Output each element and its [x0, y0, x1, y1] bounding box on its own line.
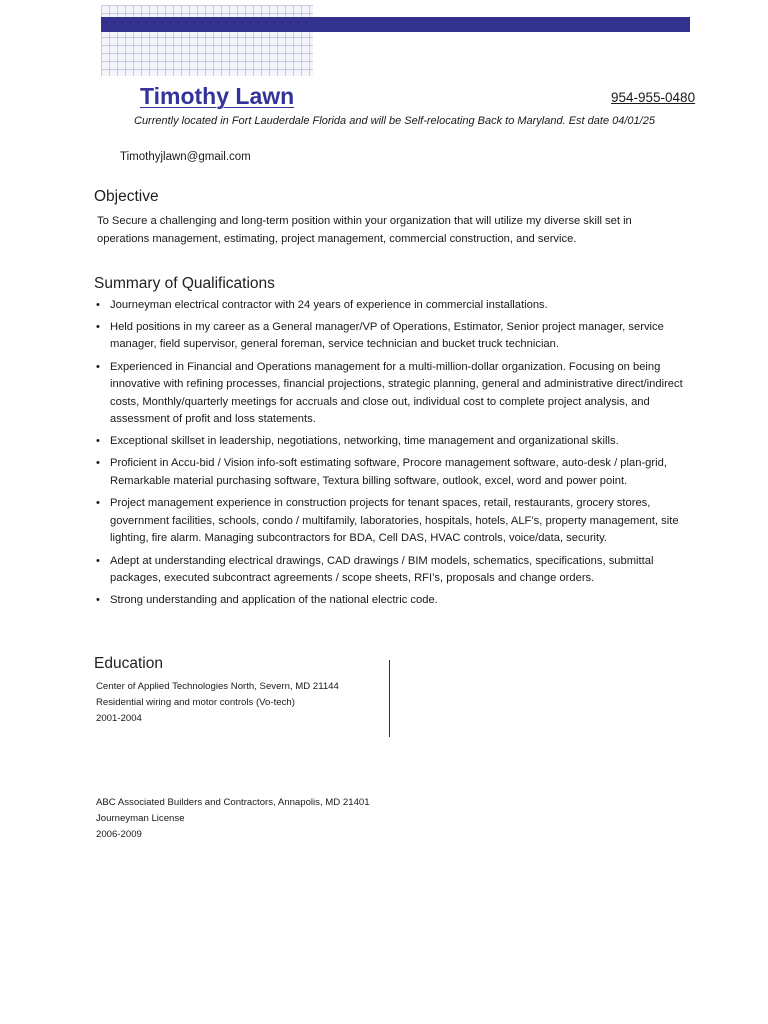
- header-accent-bar: [101, 17, 690, 32]
- education-program: Residential wiring and motor controls (Vo-tech): [96, 697, 295, 709]
- phone-number[interactable]: 954-955-0480: [611, 90, 696, 105]
- education-institution: Center of Applied Technologies North, Severn, MD 21144: [96, 681, 339, 692]
- education-years: 2006-2009: [96, 829, 142, 841]
- email-address[interactable]: Timothyjlawn@gmail.com: [120, 151, 251, 163]
- qualification-item: • Strong understanding and application of the national electric code.: [94, 592, 694, 610]
- education-divider: [389, 660, 390, 737]
- education-entry: [96, 679, 386, 728]
- qualifications-heading: Summary of Qualifications: [94, 275, 275, 292]
- objective-text: To Secure a challenging and long-term position within your organization that will utilize my diverse skill set in operations management, estimating, project management, commercial construction, and service.: [97, 215, 632, 245]
- qualification-item: • Proficient in Accu-bid / Vision info-soft estimating software, Procore management software, auto-desk / plan-grid, Remarkable material purchasing software, Textura billing software, outlook, excel, word and power point.: [94, 455, 694, 490]
- qualification-item: • Adept at understanding electrical drawings, CAD drawings / BIM models, schematics, specifications, submittal packages, executed subcontract agreements / scope sheets, RFI’s, proposals and change orders.: [94, 553, 694, 588]
- qualification-item: • Journeyman electrical contractor with 24 years of experience in commercial installations.: [94, 297, 694, 315]
- education-entry: [96, 795, 386, 844]
- education-heading: Education: [94, 655, 163, 672]
- qualification-item: • Exceptional skillset in leadership, negotiations, networking, time management and organizational skills.: [94, 433, 694, 451]
- objective-heading: Objective: [94, 188, 159, 205]
- qualifications-list: [94, 297, 694, 609]
- qualification-item: • Held positions in my career as a General manager/VP of Operations, Estimator, Senior project manager, service manager, field supervisor, general foreman, service technician and bucket truck technician.: [94, 319, 694, 354]
- education-institution: ABC Associated Builders and Contractors, Annapolis, MD 21401: [96, 797, 370, 808]
- education-years: 2001-2004: [96, 713, 142, 725]
- qualification-item: • Experienced in Financial and Operations management for a multi-million-dollar organization. Focusing on being innovative with refining processes, financial projections, strategic planning, general and administrative direct/indirect costs, Monthly/quarterly meetings for accruals and close out, individual cost to complete project analysis, and assessment of profit and loss statements.: [94, 359, 694, 429]
- qualification-item: • Project management experience in construction projects for tenant spaces, retail, restaurants, grocery stores, government facilities, schools, condo / multifamily, laboratories, hospitals, hotels, ALF’s, property management, site lighting, fire alarm. Managing subcontractors for BDA, Cell DAS, HVAC controls, voice/data, security.: [94, 495, 694, 548]
- header-grid-decoration: [101, 5, 313, 76]
- candidate-name: Timothy Lawn: [140, 83, 295, 109]
- education-program: Journeyman License: [96, 813, 185, 825]
- location-note: Currently located in Fort Lauderdale Florida and will be Self-relocating Back to Maryland. Est date 04/01/25: [134, 115, 655, 127]
